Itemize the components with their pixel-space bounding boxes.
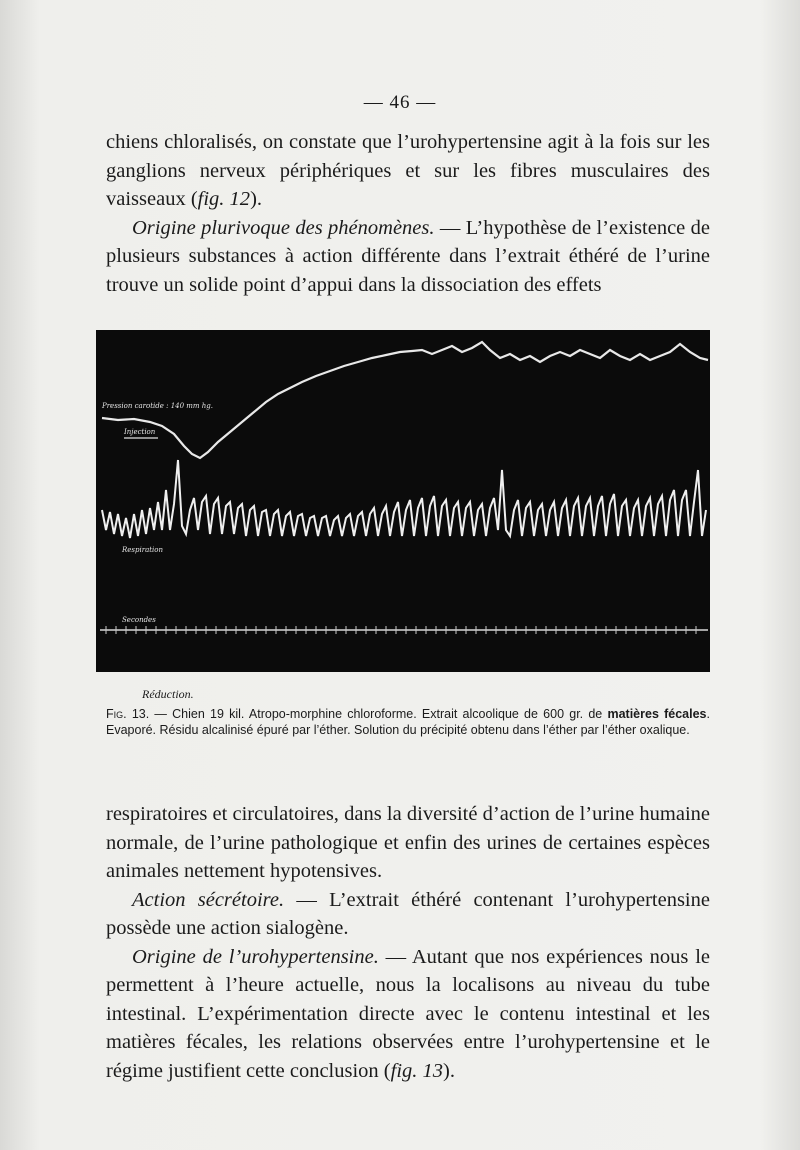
page-number: — 46 — <box>363 92 437 113</box>
paragraph-action-secretoire: Action sécrétoire. — L’extrait éthéré contenant l’urohypertensine possède une action sialogène. <box>106 888 710 939</box>
top-text-block <box>106 128 710 299</box>
figure-label-injection: Injection <box>124 428 156 436</box>
paragraph-origine-urohypertensine: Origine de l’urohypertensine. — Autant que nos expériences nous le permettent à l’heure actuelle, nous la localisons au niveau du tube intestinal. L’expérimentation directe avec le contenu intestinal et les matières fécales, les relations observées entre l’urohypertensine et le régime justifient cette conclusion (fig. 13). <box>106 945 710 1082</box>
figure-reference: fig. 13 <box>390 1059 444 1082</box>
paragraph-continuation: chiens chloralisés, on constate que l’urohypertensine agit à la fois sur les ganglions nerveux périphériques et sur les fibres musculaires des vaisseaux (fig. 12). <box>106 131 710 210</box>
section-heading: Origine plurivoque des phénomènes. <box>132 216 435 239</box>
paragraph-origine-plurivoque: Origine plurivoque des phénomènes. — L’hypothèse de l’existence de plusieurs substances à action différente dans l’extrait éthéré de l’urine trouve un solide point d’appui dans la dissociation des effets <box>106 216 710 296</box>
paragraph-continuation-2: respiratoires et circulatoires, dans la diversité d’action de l’urine humaine normale, de l’urine pathologique et enfin des urines de certaines espèces animales nettement hypotensives. <box>106 803 710 882</box>
figure-caption: Réduction. Fig. 13. — Chien 19 kil. Atropo-morphine chloroforme. Extrait alcoolique de 600 gr. de matières fécales. Evaporé. Résidu alcalinisé épuré par l’éther. Solution du précipité obtenu dans l’éther par l’éther oxalique. <box>106 687 710 737</box>
bottom-text-block <box>106 800 710 1085</box>
caption-reduction: Réduction. <box>142 687 194 701</box>
figure-tracing-photo <box>96 330 710 672</box>
section-heading: Origine de l’urohypertensine. <box>132 945 379 968</box>
figure-label-respiration: Respiration <box>122 546 164 554</box>
figure-reference: fig. 12 <box>197 188 251 210</box>
figure-label-seconds: Secondes <box>122 616 156 624</box>
figure-label-pressure: Pression carotide : 140 mm hg. <box>102 402 214 410</box>
caption-fig-label: Fig. 13. <box>106 707 150 721</box>
caption-bold-term: matières fécales <box>607 707 707 721</box>
section-heading: Action sécrétoire. <box>132 888 285 911</box>
